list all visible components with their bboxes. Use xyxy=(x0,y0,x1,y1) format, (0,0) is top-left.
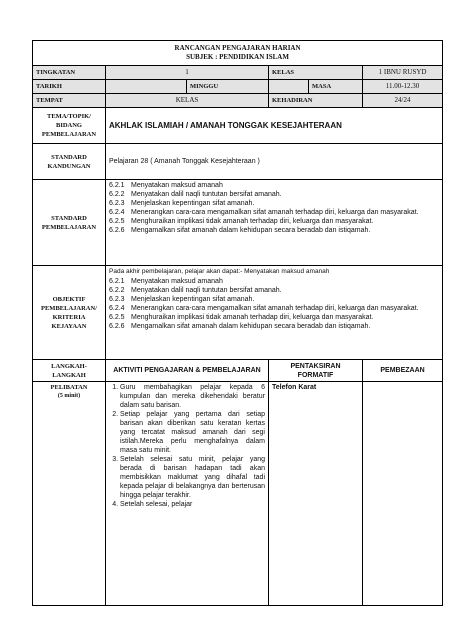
pelibatan-duration: (5 minit) xyxy=(57,393,81,399)
header-row xyxy=(33,41,443,66)
item-text: Menjelaskan kepentingan sifat amanah. xyxy=(131,296,255,303)
item-text: Menjelaskan kepentingan sifat amanah. xyxy=(131,200,255,207)
masa-value: 11.00-12.30 xyxy=(363,80,443,94)
item-text: Menerangkan cara-cara mengamalkan sifat amanah terhadap diri, keluarga dan masyarakat. xyxy=(131,209,419,216)
item-text: Menyatakan dalil naqli tuntutan bersifat amanah. xyxy=(131,287,282,294)
objektif-row xyxy=(33,266,443,360)
objektif-intro: Pada akhir pembelajaran, pelajar akan dapat:- Menyatakan maksud amanah xyxy=(109,268,330,275)
pelibatan-pentaksiran: Telefon Karat xyxy=(269,382,363,606)
standard-pembelajaran-label: STANDARD PEMBELAJARAN xyxy=(33,180,106,266)
objektif-cell xyxy=(106,266,443,360)
standard-kandungan-value: Pelajaran 28 ( Amanah Tonggak Kesejahteraan ) xyxy=(106,144,443,180)
list-item xyxy=(109,295,439,304)
list-item xyxy=(109,322,439,331)
item-text: Menghuraikan implikasi tidak amanah terhadap diri, keluarga dan masyarakat. xyxy=(131,218,374,225)
pelibatan-label: PELIBATAN xyxy=(50,384,88,391)
standard-pembelajaran-row xyxy=(33,180,443,266)
item-number: 6.2.2 xyxy=(109,287,125,294)
info-row-tingkatan xyxy=(33,66,443,80)
langkah-header: LANGKAH-LANGKAH xyxy=(33,360,106,382)
minggu-label: MINGGU xyxy=(187,80,269,94)
pembezaan-header: PEMBEZAAN xyxy=(363,360,443,382)
tarikh-value xyxy=(106,80,187,94)
item-text: Mengamalkan sifat amanah dalam kehidupan secara beradab dan istiqamah. xyxy=(131,227,371,234)
list-item xyxy=(109,286,439,295)
tingkatan-value: 1 xyxy=(106,66,269,80)
standard-pembelajaran-cell xyxy=(106,180,443,266)
list-item: 2. Setiap pelajar yang pertama dari setiap barisan akan diberikan satu keratan kertas yang tercatat maksud amanah dari segi istilah.Mereka perlu menghafalnya dalam masa satu minit. xyxy=(120,410,265,455)
standard-pembelajaran-list xyxy=(109,181,439,235)
list-item xyxy=(109,217,439,226)
item-number: 6.2.1 xyxy=(109,278,125,285)
item-number: 6.2.2 xyxy=(109,191,125,198)
minggu-value xyxy=(269,80,309,94)
list-item: 4. Setelah selesai, pelajar xyxy=(120,500,265,509)
item-number: 6.2.5 xyxy=(109,218,125,225)
tempat-value: KELAS xyxy=(106,94,269,108)
document-subject: SUBJEK : PENDIDIKAN ISLAM xyxy=(186,53,289,61)
objektif-label: OBJEKTIF PEMBELAJARAN/ KRITERIA KEJAYAAN xyxy=(33,266,106,360)
tema-label: TEMA/TOPIK/ BIDANG PEMBELAJARAN xyxy=(33,108,106,144)
list-item xyxy=(109,199,439,208)
objektif-list xyxy=(109,277,439,331)
item-number: 6.2.4 xyxy=(109,305,125,312)
list-item: 1. Guru membahagikan pelajar kepada 6 kumpulan dan mereka dikehendaki beratur dalam satu barisan. xyxy=(120,383,265,410)
tempat-label: TEMPAT xyxy=(33,94,106,108)
item-number: 6.2.4 xyxy=(109,209,125,216)
pentaksiran-header: PENTAKSIRAN FORMATIF xyxy=(269,360,363,382)
tema-row xyxy=(33,108,443,144)
document-title: RANCANGAN PENGAJARAN HARIAN xyxy=(174,44,301,52)
kelas-value: 1 IBNU RUSYD xyxy=(363,66,443,80)
list-item xyxy=(109,208,439,217)
item-number: 6.2.6 xyxy=(109,227,125,234)
tingkatan-label: TINGKATAN xyxy=(33,66,106,80)
masa-label: MASA xyxy=(309,80,363,94)
list-item xyxy=(109,190,439,199)
item-number: 6.2.5 xyxy=(109,314,125,321)
item-number: 6.2.1 xyxy=(109,182,125,189)
info-row-tarikh xyxy=(33,80,443,94)
item-number: 6.2.3 xyxy=(109,296,125,303)
document-header xyxy=(33,41,443,66)
info-row-tempat xyxy=(33,94,443,108)
list-item xyxy=(109,313,439,322)
pelibatan-cell xyxy=(33,382,106,606)
standard-kandungan-label: STANDARD KANDUNGAN xyxy=(33,144,106,180)
list-item xyxy=(109,226,439,235)
standard-kandungan-row xyxy=(33,144,443,180)
lesson-plan-table xyxy=(32,40,443,606)
tema-value: AKHLAK ISLAMIAH / AMANAH TONGGAK KESEJAHTERAAN xyxy=(106,108,443,144)
aktiviti-header: AKTIVITI PENGAJARAN & PEMBELAJARAN xyxy=(106,360,269,382)
item-text: Menyatakan dalil naqli tuntutan bersifat amanah. xyxy=(131,191,282,198)
item-text: Mengamalkan sifat amanah dalam kehidupan secara beradab dan istiqamah. xyxy=(131,323,371,330)
item-text: Menghuraikan implikasi tidak amanah terhadap diri, keluarga dan masyarakat. xyxy=(131,314,374,321)
pelibatan-pembezaan xyxy=(363,382,443,606)
list-item: 3. Setelah selesai satu minit, pelajar yang berada di barisan hadapan tadi akan membisikkan maklumat yang dihafal tadi kepada pelajar di belakangnya dan berterusan hingga pelajar terakhir. xyxy=(120,455,265,500)
item-text: Menyatakan maksud amanah xyxy=(131,182,223,189)
pelibatan-activity-cell xyxy=(106,382,269,606)
list-item xyxy=(109,304,439,313)
pelibatan-steps xyxy=(109,383,265,509)
item-number: 6.2.6 xyxy=(109,323,125,330)
kehadiran-value: 24/24 xyxy=(363,94,443,108)
list-item xyxy=(109,181,439,190)
kelas-label: KELAS xyxy=(269,66,363,80)
list-item xyxy=(109,277,439,286)
tarikh-label: TARIKH xyxy=(33,80,106,94)
pelibatan-row xyxy=(33,382,443,606)
item-number: 6.2.3 xyxy=(109,200,125,207)
item-text: Menerangkan cara-cara mengamalkan sifat amanah terhadap diri, keluarga dan masyarakat. xyxy=(131,305,419,312)
kehadiran-label: KEHADIRAN xyxy=(269,94,363,108)
activity-header-row xyxy=(33,360,443,382)
item-text: Menyatakan maksud amanah xyxy=(131,278,223,285)
